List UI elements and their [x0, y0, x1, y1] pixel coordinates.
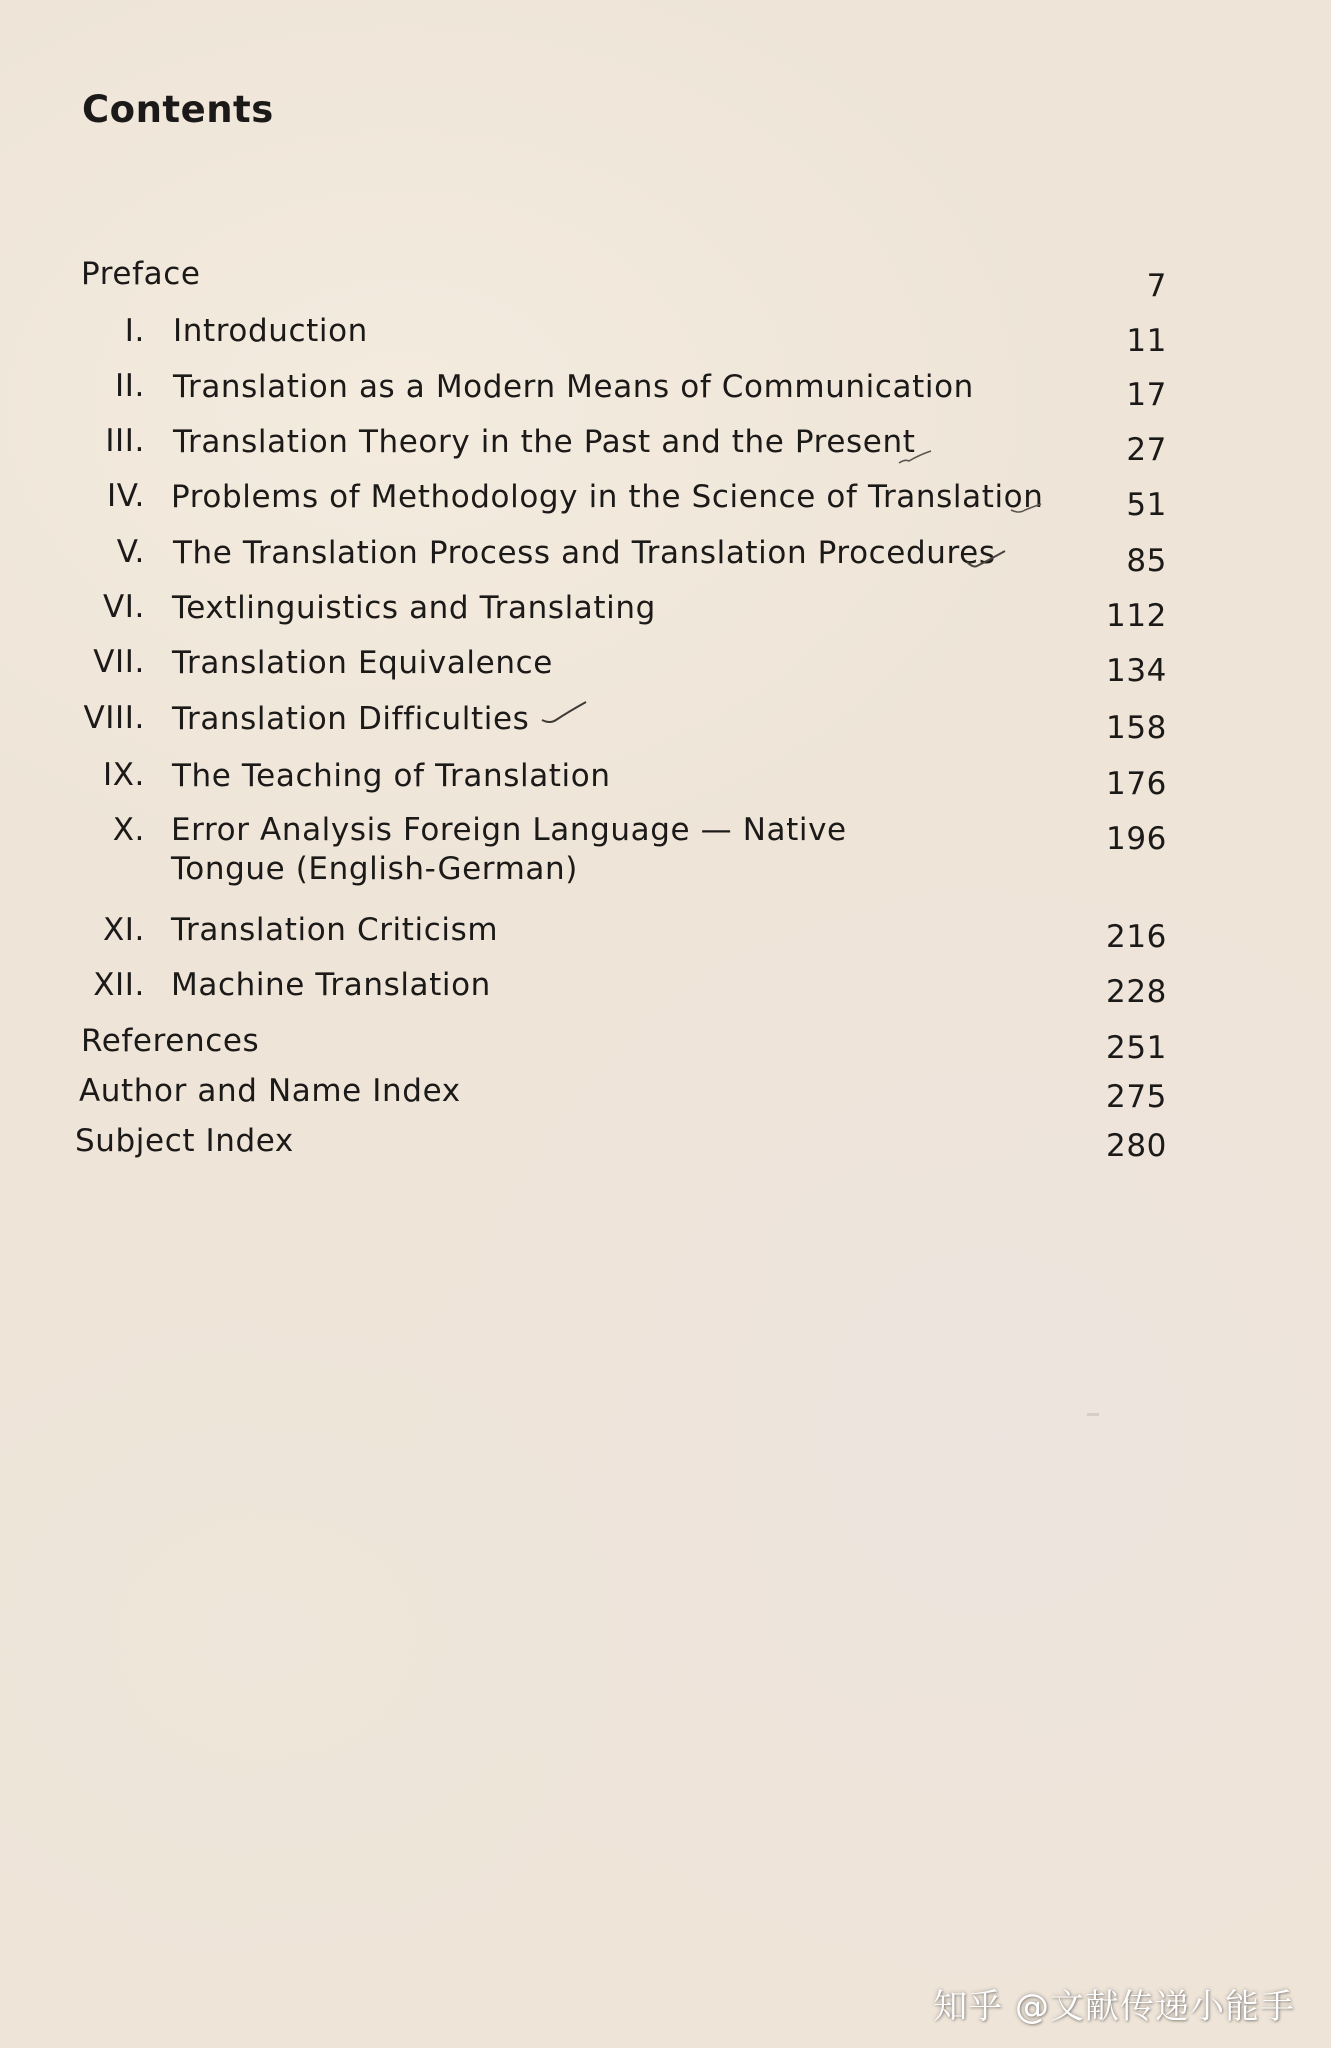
- toc-page-6: 112: [1106, 598, 1167, 634]
- toc-page-2: 17: [1126, 377, 1167, 413]
- toc-label-5: The Translation Process and Translation Procedures: [173, 535, 996, 571]
- toc-page-11: 216: [1106, 919, 1167, 955]
- toc-label-9: The Teaching of Translation: [172, 758, 611, 794]
- toc-page-1: 11: [1126, 323, 1167, 359]
- toc-num-10: X.: [112, 812, 145, 848]
- toc-label-author-index: Author and Name Index: [79, 1073, 461, 1109]
- pencil-check-mark-3: [897, 447, 937, 467]
- toc-num-2: II.: [115, 368, 145, 404]
- toc-label-4: Problems of Methodology in the Science of Translation: [171, 479, 1044, 515]
- pencil-check-mark-5: [965, 548, 1005, 568]
- toc-num-9: IX.: [102, 757, 145, 793]
- toc-label-7: Translation Equivalence: [172, 645, 553, 681]
- toc-label-8: Translation Difficulties: [172, 701, 530, 737]
- toc-label-1: Introduction: [173, 313, 368, 349]
- toc-page-subject-index: 280: [1106, 1128, 1167, 1164]
- toc-num-3: III.: [105, 423, 145, 459]
- toc-label-subject-index: Subject Index: [75, 1123, 294, 1159]
- toc-page-10: 196: [1106, 821, 1167, 857]
- toc-num-11: XI.: [102, 912, 145, 948]
- toc-label-6: Textlinguistics and Translating: [172, 590, 656, 626]
- toc-page-12: 228: [1106, 974, 1167, 1010]
- toc-page-4: 51: [1126, 487, 1167, 523]
- toc-page-preface: 7: [1146, 268, 1167, 304]
- toc-num-1: I.: [124, 313, 145, 349]
- toc-label-12: Machine Translation: [171, 967, 491, 1003]
- toc-label-11: Translation Criticism: [171, 912, 499, 948]
- pencil-check-mark-8: [540, 698, 580, 718]
- toc-page-7: 134: [1106, 653, 1167, 689]
- toc-num-7: VII.: [93, 644, 145, 680]
- toc-label-references: References: [81, 1023, 260, 1059]
- toc-num-5: V.: [116, 534, 145, 570]
- page-title: Contents: [82, 88, 274, 131]
- toc-page-5: 85: [1126, 543, 1167, 579]
- toc-page-3: 27: [1126, 432, 1167, 468]
- toc-num-6: VI.: [102, 589, 145, 625]
- toc-page-references: 251: [1106, 1030, 1167, 1066]
- toc-page-author-index: 275: [1106, 1079, 1167, 1115]
- toc-num-4: IV.: [106, 478, 145, 514]
- toc-label-10: Error Analysis Foreign Language — Native Tongue (English-German): [171, 812, 847, 887]
- toc-label-2: Translation as a Modern Means of Communication: [173, 369, 974, 405]
- toc-label-preface: Preface: [81, 256, 201, 292]
- toc-label-3: Translation Theory in the Past and the Present: [173, 424, 916, 460]
- toc-num-8: VIII.: [83, 700, 145, 736]
- toc-page-9: 176: [1106, 766, 1167, 802]
- toc-num-12: XII.: [93, 967, 145, 1003]
- toc-page-8: 158: [1106, 710, 1167, 746]
- watermark: 知乎 @文献传递小能手: [933, 1987, 1295, 2027]
